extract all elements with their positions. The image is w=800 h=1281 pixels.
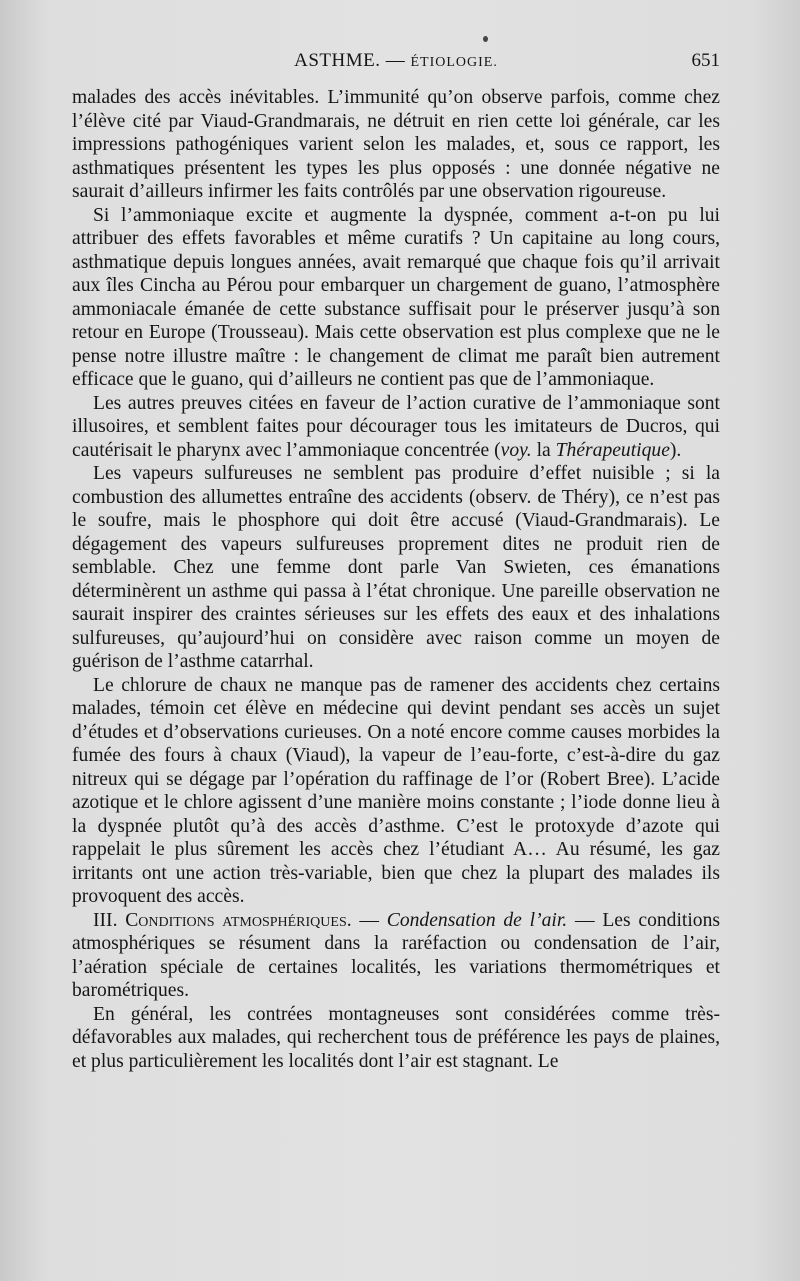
- paragraph-preuves-text: Les autres preuves citées en faveur de l’action curative de l’ammoniaque sont illusoires, et semblent faites pour décourager tous les imitateurs de Ducros, qui cautérisait le pharynx avec l’ammoniaque concentrée (: [72, 392, 720, 461]
- ink-speck: [483, 36, 488, 42]
- paragraph-ammoniaque: Si l’ammoniaque excite et augmente la dyspnée, comment a-t-on pu lui attribuer des effets favorables et même curatifs ? Un capitaine au long cours, asthmatique depuis longues années, avait remarqué que chaque fois qu’il arrivait aux îles Cincha au Pérou pour embarquer un chargement de guano, l’atmosphère ammoniacale émanée de cette substance suffisait pour le préserver jusqu’à son retour en Europe (Trousseau). Mais cette observation est plus complexe que ne le pense notre illustre maître : le changement de climat me paraît bien autrement efficace que le guano, qui d’ailleurs ne contient pas que de l’ammoniaque.: [72, 204, 720, 390]
- voy-abbrev: voy.: [500, 439, 532, 461]
- section-heading: Conditions atmosphériques.: [125, 909, 352, 931]
- paragraph-preuves: [72, 392, 720, 463]
- running-header: [72, 50, 720, 76]
- cross-reference: Thérapeutique: [555, 439, 670, 461]
- paragraph-preuves-end: ).: [669, 439, 682, 461]
- section-text: — Les conditions atmosphériques se résument dans la raréfaction ou condensation de l’air, l’aération spéciale de certaines localités, les variations thermométriques et barométriques.: [72, 909, 721, 1001]
- section-dash: —: [351, 909, 387, 931]
- paragraph-continued: malades des accès inévitables. L’immunité qu’on observe parfois, comme chez l’élève cité par Viaud-Grandmarais, ne détruit en rien cette loi générale, car les impressions pathogéniques varient selon les malades, et, sous ce rapport, les asthmatiques présentent les types les plus opposés : une donnée négative ne saurait d’ailleurs infirmer les faits contrôlés par une observation rigoureuse.: [72, 87, 720, 202]
- body-text: [72, 86, 720, 1073]
- running-title-main: ASTHME.: [294, 50, 381, 71]
- section-number: III.: [93, 909, 126, 931]
- connector-la: la: [531, 439, 556, 461]
- section-conditions-atmospheriques: [72, 909, 720, 1003]
- paragraph-vapeurs-sulfureuses: Les vapeurs sulfureuses ne semblent pas produire d’effet nuisible ; si la combustion des allumettes entraîne des accidents (observ. de Théry), ce n’est pas le soufre, mais le phosphore qui doit être accusé (Viaud-Grandmarais). Le dégagement des vapeurs sulfureuses proprement dites ne produit rien de semblable. Chez une femme dont parle Van Swieten, ces émanations déterminèrent un asthme qui passa à l’état chronique. Une pareille observation ne saurait inspirer des craintes sérieuses sur les effets des eaux et des inhalations sulfureuses, qu’aujourd’hui on considère avec raison comme un moyen de guérison de l’asthme catarrhal.: [72, 463, 720, 672]
- running-title-separator: —: [385, 50, 406, 71]
- paragraph-chlorure: Le chlorure de chaux ne manque pas de ramener des accidents chez certains malades, témoin cet élève en médecine qui devint pendant ses accès un sujet d’études et d’observations curieuses. On a noté encore comme causes morbides la fumée des fours à chaux (Viaud), la vapeur de l’eau-forte, c’est-à-dire du gaz nitreux qui se dégage par l’opération du raffinage de l’or (Robert Bree). L’acide azotique et le chlore agissent d’une manière moins constante ; l’iode donne lieu à la dyspnée plutôt qu’à des accès d’asthme. C’est le protoxyde d’azote qui rappelait le plus sûrement les accès chez l’étudiant A… Au résumé, les gaz irritants ont une action très-variable, bien que chez la plupart des malades ils provoquent des accès.: [72, 674, 720, 907]
- running-title-subtitle: ÉTIOLOGIE.: [410, 55, 498, 70]
- paragraph-contrees: En général, les contrées montagneuses sont considérées comme très-défavorables aux malades, qui recherchent tous de préférence les pays de plaines, et plus particulièrement les localités dont l’air est stagnant. Le: [72, 1003, 720, 1072]
- running-title: [72, 50, 720, 72]
- subsection-heading: Condensation de l’air.: [386, 909, 568, 931]
- page-number: 651: [691, 50, 720, 71]
